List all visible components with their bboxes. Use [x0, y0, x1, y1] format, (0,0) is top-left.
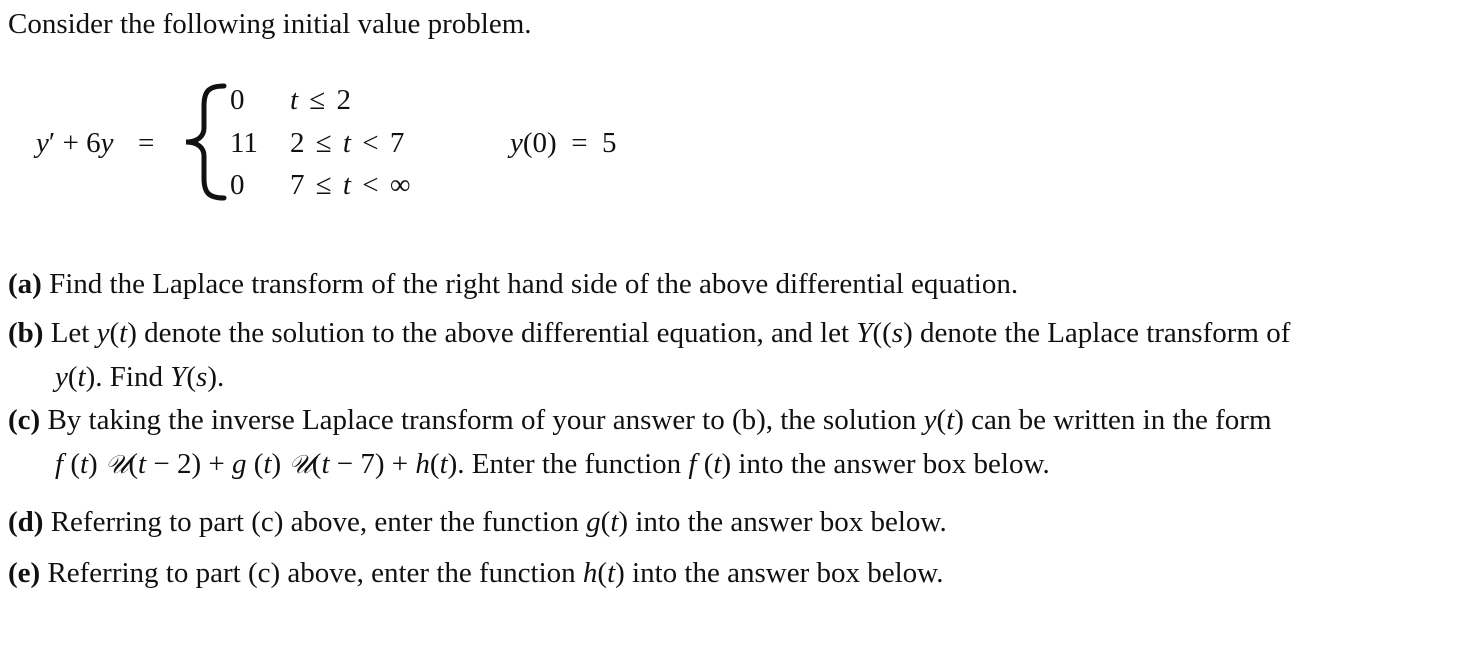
case-condition-1: t ≤ 2 — [290, 84, 353, 116]
case-value-3: 0 — [230, 169, 245, 201]
part-b-line2: y(t). Find Y(s). — [55, 361, 225, 393]
part-b — [8, 311, 1448, 399]
part-c-line2: f (t) 𝒰(t − 2) + g (t) 𝒰(t − 7) + h(t). Enter the function f (t) into the answer box below. — [55, 448, 1050, 480]
case-value-1: 0 — [230, 84, 245, 116]
part-c-line1: By taking the inverse Laplace transform of your answer to (b), the solution y(t) can be written in the form — [47, 404, 1272, 436]
equation-lhs — [36, 123, 113, 163]
part-d-label: (d) — [8, 506, 44, 538]
case-condition-3: 7 ≤ t < ∞ — [290, 169, 413, 201]
part-b-line1: Let y(t) denote the solution to the above differential equation, and let Y((s) denote the Laplace transform of — [50, 317, 1291, 349]
case-condition-2: 2 ≤ t < 7 — [290, 127, 407, 159]
lhs-y2: y — [100, 127, 114, 159]
part-a-text: Find the Laplace transform of the right hand side of the above differential equation. — [49, 268, 1019, 300]
part-e-label: (e) — [8, 557, 41, 589]
left-brace — [178, 82, 228, 202]
part-a-label: (a) — [8, 268, 42, 300]
equation-equals: = — [138, 127, 155, 159]
part-c — [8, 398, 1448, 487]
intro-text: Consider the following initial value problem. — [8, 8, 532, 40]
lhs-prime-plus: ′ + 6 — [48, 127, 101, 159]
part-e — [8, 551, 1448, 595]
lhs-y: y — [36, 127, 49, 159]
part-d — [8, 500, 1448, 544]
part-b-label: (b) — [8, 317, 44, 349]
part-a — [8, 262, 1448, 306]
case-value-2: 11 — [230, 127, 258, 159]
part-e-text: Referring to part (c) above, enter the function h(t) into the answer box below. — [47, 557, 944, 589]
part-c-label: (c) — [8, 404, 41, 436]
initial-condition: y(0) = 5 — [510, 127, 617, 159]
part-d-text: Referring to part (c) above, enter the function g(t) into the answer box below. — [50, 506, 947, 538]
